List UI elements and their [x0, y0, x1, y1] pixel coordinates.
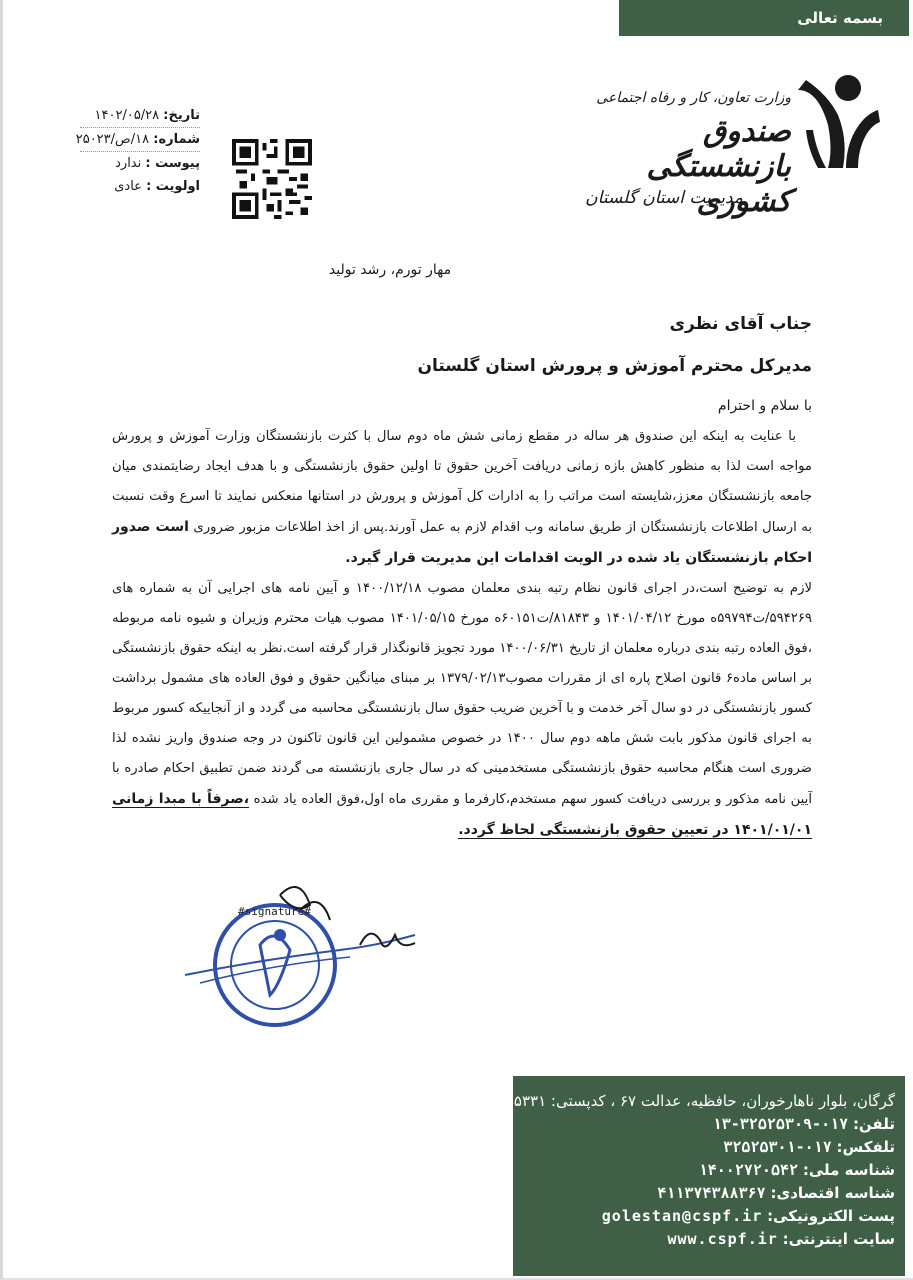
phone-value: ۰۱۷-۳۲۵۲۵۳۰۹-۱۳	[712, 1115, 849, 1133]
paragraph-2-text: لازم به توضیح است،در اجرای قانون نظام رتبه بندی معلمان مصوب ۱۴۰۰/۱۲/۱۸ و آیین نامه های اجرایی آن به شماره های ۵۹۴۲۶۹/ت۵۹۷۹۴ه مورخ ۱۴۰۱/۰۴/۱۲ و ۸۱۸۴۳/ت۶۰۱۵۱ه مورخ ۱۴۰۱/۰۵/۱۵ مصوب هیات محترم وزیران و شیوه نامه مربوطه ،فوق العاده رتبه بندی درباره معلمان از تاریخ ۱۴۰۰/۰۶/۳۱ مورد تجویز قانونگذار قرار گرفته است.نظر به اینکه حقوق بازنشستگی بر اساس ماده۶ قانون اصلاح پاره ای از مقررات مصوب۱۳۷۹/۰۲/۱۳ بر مبنای میانگین حقوق و فوق العاده های مشمول برداشت کسور بازنشستگی در دو سال آخر خدمت و با آخرین ضریب حقوق سال بازنشستگی محاسبه می گردد و از آنجاییکه کسور مربوط به اجرای قانون مذکور بابت شش ماهه دوم سال ۱۴۰۰ در خصوص مشمولین این قانون تاکنون در وجه صندوق واریز نشده لذا ضروری است هنگام محاسبه حقوق بازنشستگی مستخدمینی که در سال جاری بازنشسته می گردند ضمن تطبیق احکام صادره با آیین نامه مذکور و بررسی دریافت کسور سهم مستخدم،کارفرما و مقرری ماه اول،فوق العاده یاد شده	[112, 581, 812, 807]
website-value: www.cspf.ir	[667, 1230, 778, 1248]
attachment-label: پیوست :	[145, 156, 200, 171]
number-row	[75, 128, 200, 152]
priority-value: عادی	[114, 179, 142, 194]
website-label: سایت اینترنتی:	[782, 1230, 895, 1248]
qr-code-icon	[232, 139, 312, 219]
priority-label: اولویت :	[146, 179, 200, 194]
letter-meta	[70, 104, 200, 198]
fax-label: تلفکس:	[836, 1138, 895, 1156]
paragraph-1	[112, 422, 812, 574]
footer-email-row	[513, 1205, 895, 1228]
fax-value: ۰۱۷-۳۲۵۲۵۳۰۱	[723, 1138, 832, 1156]
cspf-logo-icon	[788, 70, 883, 170]
attachment-value: ندارد	[115, 156, 142, 171]
phone-label: تلفن:	[852, 1115, 895, 1133]
ministry-name: وزارت تعاون، کار و رفاه اجتماعی	[596, 90, 791, 106]
date-row	[80, 104, 200, 128]
footer-address: گرگان، بلوار ناهارخوران، حافظیه، عدالت ۶۷ ، کدپستی: ۴۹۱۷۸۴۵۳۳۱	[465, 1092, 895, 1110]
paragraph-1-bold: است صدور احکام بازنشستگان یاد شده در الویت اقدامات این مدیریت قرار گیرد.	[112, 519, 812, 566]
addressee-title: مدیرکل محترم آموزش و پرورش استان گلستان	[417, 356, 812, 376]
directorate-name: مدیریت استان گلستان	[585, 188, 743, 208]
email-label: پست الکترونیکی:	[767, 1207, 895, 1225]
date-label: تاریخ:	[163, 108, 200, 123]
footer-economic-id-row	[513, 1182, 895, 1205]
footer-website-row	[513, 1228, 895, 1251]
fund-name: صندوق بازنشستگی کشوری	[646, 114, 791, 219]
footer-fax-row	[513, 1136, 895, 1159]
national-id-label: شناسه ملی:	[802, 1161, 895, 1179]
date-value: ۱۴۰۲/۰۵/۲۸	[94, 108, 160, 123]
footer-national-id-row	[513, 1159, 895, 1182]
footer-contact-box	[465, 1076, 905, 1276]
number-value: ۱۸/ص/۲۵۰۲۳	[75, 132, 150, 147]
signature-stamp-icon	[180, 865, 420, 1035]
attachment-row	[70, 152, 200, 175]
signature-placeholder: #signature#	[238, 905, 311, 918]
number-label: شماره:	[153, 132, 200, 147]
letterhead	[583, 70, 883, 230]
email-value: golestan@cspf.ir	[601, 1207, 763, 1225]
paragraph-2	[112, 574, 812, 846]
besmele-header: بسمه تعالی	[619, 0, 909, 36]
national-id-value: ۱۴۰۰۲۷۲۰۵۴۲	[698, 1161, 799, 1179]
economic-id-value: ۴۱۱۳۷۴۳۸۸۳۶۷	[657, 1184, 766, 1202]
paragraph-1-text: با عنایت به اینکه این صندوق هر ساله در مقطع زمانی شش ماه دوم سال با کثرت بازنشستگان وزارت آموزش و پرورش مواجه است لذا به منظور کاهش بازه زمانی دریافت آخرین حقوق تا اولین حقوق بازنشستگی و با هدف ایجاد رضایتمندی میان جامعه بازنشستگان معزز،شایسته است مراتب را به ادارات کل آموزش و پرورش در استانها منعکس نمایند تا اسرع وقت نسبت به ارسال اطلاعات بازنشستگان از طریق سامانه وب اقدام لازم به عمل آورند.پس از اخذ اطلاعات مزبور ضروری	[112, 429, 813, 535]
footer-phone-row	[513, 1113, 895, 1136]
paragraph-2-bold: ،صرفاً با مبدا زمانی ۱۴۰۱/۰۱/۰۱ در تعیین حقوق بازنشستگی لحاظ گردد.	[112, 791, 812, 838]
annual-slogan: مهار تورم، رشد تولید	[328, 262, 452, 278]
economic-id-label: شناسه اقتصادی:	[770, 1184, 895, 1202]
priority-row	[70, 175, 200, 198]
addressee-name: جناب آقای نظری	[669, 314, 812, 334]
salutation: با سلام و احترام	[717, 398, 812, 414]
